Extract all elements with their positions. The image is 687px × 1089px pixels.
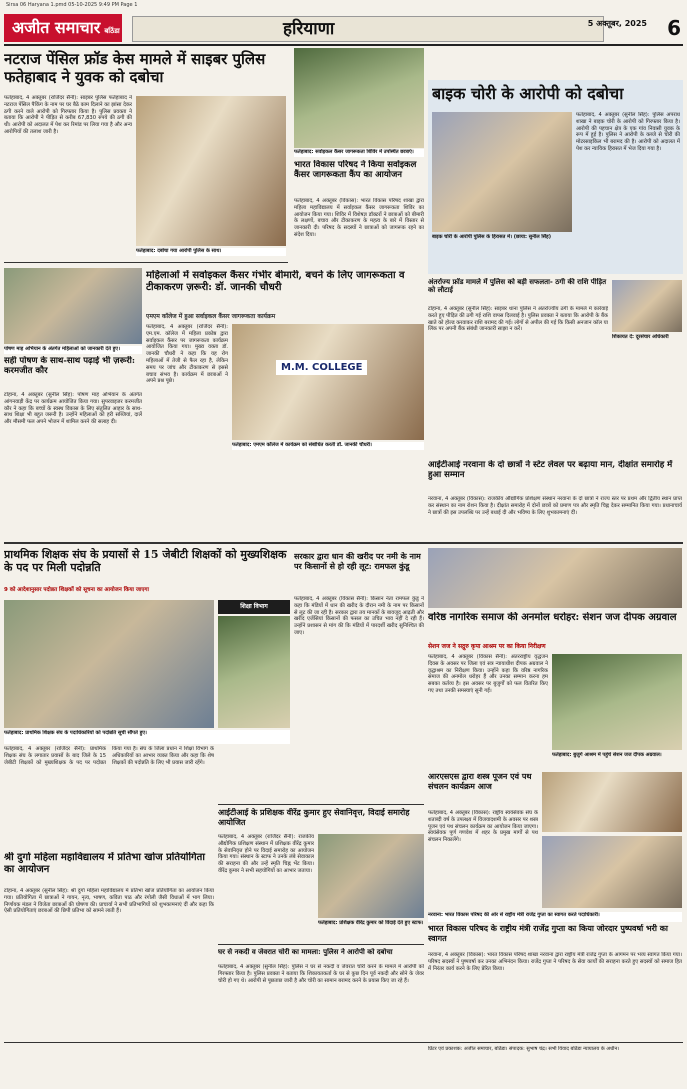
masthead	[4, 12, 683, 46]
story-rss-event-photo	[542, 772, 682, 832]
story-bike-theft-caption: बाइक चोरी के आरोपी पुलिस के हिरासत में। (छाया: सुनील सिंह)	[432, 234, 551, 240]
story-iti-retirement-caption: फतेहाबाद: प्रशिक्षक वीरेंद्र कुमार को विदाई देते हुए स्टाफ।	[318, 920, 424, 926]
story-iti-students-headline: आईटीआई नरवाना के दो छात्रों ने स्टेट लेवल पर बढ़ाया मान, दीक्षांत समारोह में हुआ सम्मान	[428, 460, 673, 481]
story-nutrition-headline: सही पोषण के साथ-साथ पढ़ाई भी ज़रूरी: करमजीत कौर	[4, 356, 136, 377]
story-fraud-refund-photo	[612, 280, 682, 332]
divider	[218, 804, 424, 805]
story-cancer-awareness-caption: फतेहाबाद: एमएम कॉलेज में कार्यक्रम को संबोधित करती डॉ. जानकी चौधरी।	[232, 442, 424, 450]
story-iti-retirement-headline: आईटीआई के प्रशिक्षक वीरेंद्र कुमार हुए सेवानिवृत्त, विदाई समारोह आयोजित	[218, 808, 410, 827]
story-nutrition-caption: पोषण माह अभियान के अंतर्गत महिलाओं को जानकारी देते हुए।	[4, 346, 142, 354]
story-iti-students-body: नरवाना, 4 अक्तूबर (विकास): राजकीय औद्योगिक प्रशिक्षण संस्थान नरवाना के दो छात्रों ने राज्य स्तर पर प्रथम और द्वितीय स्थान प्राप्त कर संस्थान का नाम रोशन किया है। दीक्षांत समारोह में दोनों छात्रों को प्रमाण पत्र और स्मृति चिह्न देकर सम्मानित किया गया। प्रधानाचार्य ने छात्रों की इस उपलब्धि पर उन्हें बधाई दी और भविष्य के लिए शुभकामनाएं दीं।	[428, 496, 682, 516]
story-senior-citizen-photo	[552, 654, 682, 750]
story-fraud-refund-body: टोहाना, 4 अक्तूबर (सुनील सिंह): साइबर थाना पुलिस ने अंतर्राज्यीय ठगी के मामले में कार्रवाई करते हुए पीड़ित की ठगी गई राशि वापस दिलवाई है। पुलिस प्रवक्ता ने बताया कि आरोपी के बैंक खाते को होल्ड करवाकर राशि बरामद की गई। लोगों से अपील की गई कि किसी अनजान कॉल या लिंक पर अपनी बैंक संबंधी जानकारी साझा न करें।	[428, 306, 608, 333]
story-teacher-promotion-headline: प्राथमिक शिक्षक संघ के प्रयासों से 15 जेबीटी शिक्षकों को मुख्यशिक्षक के पद पर मिली पदोन्नति	[4, 548, 287, 575]
story-vikas-camp-body: फतेहाबाद, 4 अक्तूबर (विकास): भारत विकास परिषद शाखा द्वारा महिला महाविद्यालय में सर्वाइकल कैंसर जागरूकता शिविर का आयोजन किया गया। शिविर में विशेषज्ञ डॉक्टरों ने छात्राओं को बीमारी के लक्षणों, बचाव और टीकाकरण के महत्व के बारे में विस्तार से जानकारी दी। परिषद के सदस्यों ने छात्राओं को जागरूक रहने का संदेश दिया।	[294, 198, 424, 238]
divider	[4, 542, 683, 544]
story-fraud-refund-headline: अंतर्राज्य फ्रॉड मामले में पुलिस को बड़ी सफलता- ठगी की राशि पीड़ित को लौटाई	[428, 278, 607, 295]
story-senior-citizen-top-photo	[428, 548, 682, 608]
story-cancer-awareness-photo	[232, 324, 424, 440]
story-vikas-camp-caption: फतेहाबाद: सर्वाइकल कैंसर जागरूकता शिविर में उपस्थित छात्राएं।	[294, 149, 424, 157]
story-national-minister-body: नरवाना, 4 अक्तूबर (विकास): भारत विकास परिषद शाखा नरवाना द्वारा राष्ट्रीय मंत्री राजेंद्र गुप्ता के आगमन पर भव्य स्वागत किया गया। परिषद सदस्यों ने पुष्पवर्षा कर उनका अभिनंदन किया। राजेंद्र गुप्ता ने परिषद के सेवा कार्यों की सराहना करते हुए सदस्यों को समाज हित में निरंतर कार्य करने के लिए प्रेरित किया।	[428, 952, 682, 972]
story-pencil-fraud-headline-box	[4, 50, 288, 92]
divider	[218, 944, 424, 945]
story-rss-event-body: फतेहाबाद, 4 अक्तूबर (विकास): राष्ट्रीय स्वयंसेवक संघ के शताब्दी वर्ष के उपलक्ष्य में विजयादशमी के अवसर पर शस्त्र पूजन एवं पथ संचलन कार्यक्रम का आयोजन किया जाएगा। स्वयंसेवक पूर्ण गणवेश में शहर के प्रमुख मार्गों से पथ संचलन निकालेंगे।	[428, 810, 538, 844]
story-teacher-promotion-label: शिक्षा विभाग	[218, 600, 290, 614]
story-pencil-fraud-headline: नटराज पेंसिल फ्रॉड केस मामले में साइबर पुलिस फतेहाबाद ने युवक को दबोचा	[4, 50, 266, 86]
story-bike-theft-photo	[432, 112, 572, 232]
story-nutrition-photo	[4, 268, 142, 344]
story-bike-theft-body: फतेहाबाद, 4 अक्तूबर (सुनील सिंह): पुलिस अपराध शाखा ने बाइक चोरी के आरोपी को गिरफ्तार किया है। आरोपी की पहचान क्षेत्र के एक गांव निवासी युवक के रूप में हुई है। पुलिस ने आरोपी के कब्जे से चोरी की मोटरसाइकिल भी बरामद की है। आरोपी को अदालत में पेश कर न्यायिक हिरासत में भेज दिया गया है।	[576, 112, 680, 152]
story-cancer-awareness-kicker: एमएम कॉलेज में हुआ सर्वाइकल कैंसर जागरूकता कार्यक्रम	[146, 313, 276, 320]
story-cancer-awareness-headline: महिलाओं में सर्वाइकल कैंसर गंभीर बीमारी, बचने के लिए जागरूकता व टीकाकरण ज़रूरी: डॉ. जानकी चौधरी	[146, 270, 405, 293]
issue-date: 5 अक्तूबर, 2025	[587, 19, 647, 28]
story-rss-event-headline: आरएसएस द्वारा शस्त्र पूजन एवं पथ संचलन कार्यक्रम आज	[428, 772, 532, 791]
college-banner: M.M. COLLEGE	[276, 360, 367, 375]
story-pencil-fraud-caption: फतेहाबाद: दबोचा गया आरोपी पुलिस के साथ।	[136, 248, 286, 256]
story-vikas-camp-headline: भारत विकास परिषद ने किया सर्वाइकल कैंसर जागरूकता कैंप का आयोजन	[294, 160, 417, 181]
story-cancer-awareness-body: फतेहाबाद, 4 अक्तूबर (राजिंदर सैनी): एम.एम. कॉलेज में महिला प्रकोष्ठ द्वारा सर्वाइकल कैंसर पर जागरूकता कार्यक्रम आयोजित किया गया। मुख्य वक्ता डॉ. जानकी चौधरी ने कहा कि यह रोग महिलाओं में तेजी से फैल रहा है, लेकिन समय पर जांच और टीकाकरण से इससे बचाव संभव है। कार्यक्रम में छात्राओं ने अपने प्रश्न पूछे।	[146, 324, 228, 385]
story-national-minister-headline: भारत विकास परिषद के राष्ट्रीय मंत्री राजेंद्र गुप्ता का किया जोरदार पुष्पवर्षा भरी का स्वागत	[428, 924, 668, 943]
edition-name: बठिंडा	[104, 26, 120, 35]
brand-name: अजीत समाचार	[12, 18, 101, 37]
file-strip: Sirsa 06 Haryana 1.pmd 05-10-2025 9:49 PM Page 1	[6, 2, 138, 8]
story-senior-citizen-caption: फतेहाबाद: बुजुर्ग आश्रम में पहुंचे सेशन जज दीपक अग्रवाल।	[552, 752, 662, 758]
divider	[4, 262, 288, 263]
story-national-minister-photo	[542, 836, 682, 908]
story-senior-citizen-body: फतेहाबाद, 4 अक्तूबर (विकास सैनी): अंतरराष्ट्रीय वृद्धजन दिवस के अवसर पर जिला एवं सत्र न्यायाधीश दीपक अग्रवाल ने वृद्धाश्रम का निरीक्षण किया। उन्होंने कहा कि वरिष्ठ नागरिक समाज की अनमोल धरोहर हैं और उनका सम्मान करना हम सबका कर्तव्य है। इस अवसर पर बुजुर्गों को फल वितरित किए गए तथा उनकी समस्याएं सुनी गईं।	[428, 654, 548, 694]
page-number: 6	[667, 16, 681, 40]
story-pencil-fraud-body: फतेहाबाद, 4 अक्तूबर (राजिंदर सैनी): साइबर पुलिस फतेहाबाद ने नटराज पेंसिल पैकिंग के नाम पर घर बैठे काम दिलाने का झांसा देकर ठगी करने वाले आरोपी को गिरफ्तार किया है। पुलिस प्रवक्ता ने बताया कि आरोपी ने पीड़ित से करीब 67,830 रुपये की ठगी की थी। आरोपी को अदालत में पेश कर रिमांड पर लिया गया है और अन्य आरोपियों की तलाश जारी है।	[4, 95, 132, 135]
story-paddy-purchase-body: फतेहाबाद, 4 अक्तूबर (विकास सैनी): किसान नेता रामफल कुंडू ने कहा कि मंडियों में धान की खरीद के दौरान नमी के नाम पर किसानों से लूट की जा रही है। सरकार द्वारा तय मानकों के बावजूद आढ़ती और खरीद एजेंसियां किसानों की फसल का उचित भाव नहीं दे रही हैं। उन्होंने प्रशासन से मांग की कि मंडियों में पारदर्शी खरीद सुनिश्चित की जाए।	[294, 596, 424, 636]
story-nutrition-body: टोहाना, 4 अक्तूबर (सुनील सिंह): पोषण माह अभियान के अंतर्गत आंगनवाड़ी केंद्र पर कार्यक्रम आयोजित किया गया। सुपरवाइजर करमजीत कौर ने कहा कि बच्चों के स्वस्थ विकास के लिए संतुलित आहार के साथ-साथ शिक्षा भी बहुत जरूरी है। उन्होंने महिलाओं को हरी सब्जियां, दालें और मौसमी फल अपने भोजन में शामिल करने की सलाह दी।	[4, 392, 142, 426]
story-teacher-promotion-caption: फतेहाबाद: प्राथमिक शिक्षक संघ के पदाधिकारियों को पदोन्नति सूची सौंपते हुए।	[4, 730, 290, 744]
section-title: हरियाणा	[283, 19, 335, 39]
story-fraud-refund-caption: शिकायत दें: दूरसंचार अधिकारी	[612, 334, 669, 340]
story-jewellery-theft-body: फतेहाबाद, 4 अक्तूबर (सुनील सिंह): पुलिस ने घर से नकदी व जेवरात चोरी करने के मामले में आरोपी को गिरफ्तार किया है। पुलिस प्रवक्ता ने बताया कि शिकायतकर्ता के घर से कुछ दिन पूर्व नकदी और सोने के जेवर चोरी हो गए थे। आरोपी से पूछताछ जारी है और चोरी का सामान बरामद करने के प्रयास किए जा रहे हैं।	[218, 964, 424, 984]
story-senior-citizen-headline: वरिष्ठ नागरिक समाज की अनमोल धरोहर: सेशन जज दीपक अग्रवाल	[428, 612, 677, 623]
brand-logo	[4, 14, 122, 42]
story-teacher-promotion-kicker: 9 को आदेशानुसार पदोन्नत शिक्षकों को सूचना का आयोजन किया जाएगा	[4, 587, 149, 593]
story-senior-citizen-kicker: सेशन जज ने सद्गुरु कृपा आश्रम पर का किया निरीक्षण	[428, 643, 546, 650]
story-pencil-fraud-photo	[136, 96, 286, 246]
story-iti-retirement-photo	[318, 834, 424, 918]
story-teacher-promotion-body: फतेहाबाद, 4 अक्तूबर (राजिंदर सैनी): प्राथमिक शिक्षक संघ के लगातार प्रयासों के बाद जिले के 15 जेबीटी शिक्षकों को मुख्यशिक्षक के पद पर पदोन्नत किया गया है। संघ के जिला प्रधान ने शिक्षा विभाग के अधिकारियों का आभार व्यक्त किया और कहा कि शेष शिक्षकों की पदोन्नति के लिए भी प्रयास जारी रहेंगे।	[4, 746, 214, 766]
section-band	[132, 16, 604, 42]
story-teacher-promotion-photo	[4, 600, 214, 728]
story-talent-hunt-body: टोहाना, 4 अक्तूबर (सुनील सिंह): श्री दुर्गा महिला महाविद्यालय में प्रतिभा खोज प्रतियोगिता का आयोजन किया गया। प्रतियोगिता में छात्राओं ने गायन, नृत्य, भाषण, कविता पाठ और रंगोली जैसी विधाओं में भाग लिया। निर्णायक मंडल ने विजेता छात्राओं की घोषणा की। प्राचार्या ने सभी प्रतिभागियों को शुभकामनाएं दीं और कहा कि ऐसी प्रतियोगिताएं छात्राओं की छिपी प्रतिभा को सामने लाती हैं।	[4, 888, 214, 915]
story-paddy-purchase-headline: सरकार द्वारा धान की खरीद पर नमी के नाम पर किसानों से हो रही लूट: रामफल कुंडू	[294, 552, 421, 571]
story-iti-retirement-body: फतेहाबाद, 4 अक्तूबर (राजिंदर सैनी): राजकीय औद्योगिक प्रशिक्षण संस्थान में प्रशिक्षक वीरेंद्र कुमार के सेवानिवृत्त होने पर विदाई समारोह का आयोजन किया गया। संस्थान के स्टाफ ने उनके लंबे सेवाकाल की सराहना की और उन्हें स्मृति चिह्न भेंट किया। वीरेंद्र कुमार ने सभी सहयोगियों का आभार जताया।	[218, 834, 314, 874]
story-bike-theft-headline: बाइक चोरी के आरोपी को दबोचा	[432, 84, 624, 103]
footer-imprint: प्रिंटर एवं प्रकाशक: अजीत समाचार, बठिंडा। संपादक: सुभाष चंद्र। सभी विवाद बठिंडा न्यायालय के अधीन।	[428, 1046, 620, 1052]
story-talent-hunt-headline: श्री दुर्गा महिला महाविद्यालय में प्रतिभा खोज प्रतियोगिता का आयोजन	[4, 852, 205, 875]
divider	[4, 1042, 683, 1043]
story-vikas-camp-photo	[294, 48, 424, 148]
story-national-minister-caption: नरवाना: भारत विकास परिषद की ओर से राष्ट्रीय मंत्री राजेंद्र गुप्ता का स्वागत करते पदाधिकारी।	[428, 912, 682, 922]
story-jewellery-theft-headline: घर से नकदी व जेवरात चोरी का मामला: पुलिस ने आरोपी को दबोचा	[218, 948, 393, 956]
story-teacher-promotion-inset-photo	[218, 616, 290, 728]
